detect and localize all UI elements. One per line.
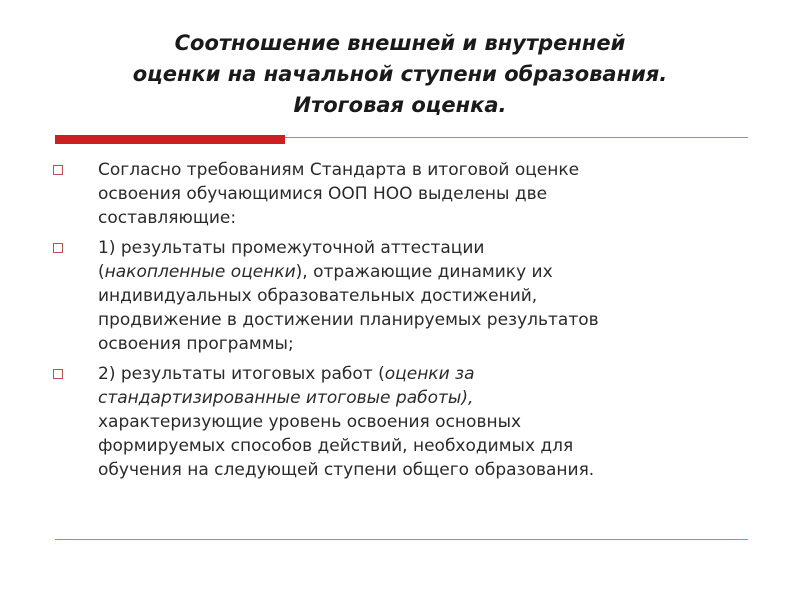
title-line: Соотношение внешней и внутренней [174, 31, 626, 55]
item-text-fragment: 2) результаты итоговых работ ( [98, 364, 385, 384]
item-text-line: составляющие: [98, 208, 237, 228]
italic-term: оценки за [384, 364, 475, 384]
item-text-line [98, 362, 760, 386]
title-line: оценки на начальной ступени образования. [132, 62, 668, 86]
footer-rule [55, 539, 748, 540]
item-text-line: освоения обучающимися ООП НОО выделены две [98, 184, 548, 204]
list-item [50, 362, 760, 482]
item-text-line: освоения программы; [98, 334, 294, 354]
square-bullet-icon [53, 165, 63, 175]
list-item [50, 236, 760, 356]
list-item [50, 158, 760, 230]
item-text-line: Согласно требованиям Стандарта в итоговой оценке [98, 160, 580, 180]
item-text-line: 1) результаты промежуточной аттестации [98, 238, 485, 258]
bullet-list [50, 158, 760, 488]
slide-title [30, 28, 770, 121]
title-line: Итоговая оценка. [293, 93, 507, 117]
item-text-line: обучения на следующей ступени общего образования. [98, 460, 595, 480]
item-text-line: характеризующие уровень освоения основных [98, 412, 522, 432]
item-text-fragment: ), отражающие динамику их [295, 262, 553, 282]
item-text-line [98, 260, 760, 284]
title-underline-accent [55, 135, 285, 144]
item-text-line: формируемых способов действий, необходимых для [98, 436, 574, 456]
item-text-line: продвижение в достижении планируемых результатов [98, 310, 599, 330]
paren-open: ( [98, 262, 105, 282]
item-text-line: индивидуальных образовательных достижений, [98, 286, 538, 306]
italic-term: накопленные оценки [104, 262, 296, 282]
square-bullet-icon [53, 369, 63, 379]
item-text-line: стандартизированные итоговые работы), [98, 388, 474, 408]
square-bullet-icon [53, 243, 63, 253]
